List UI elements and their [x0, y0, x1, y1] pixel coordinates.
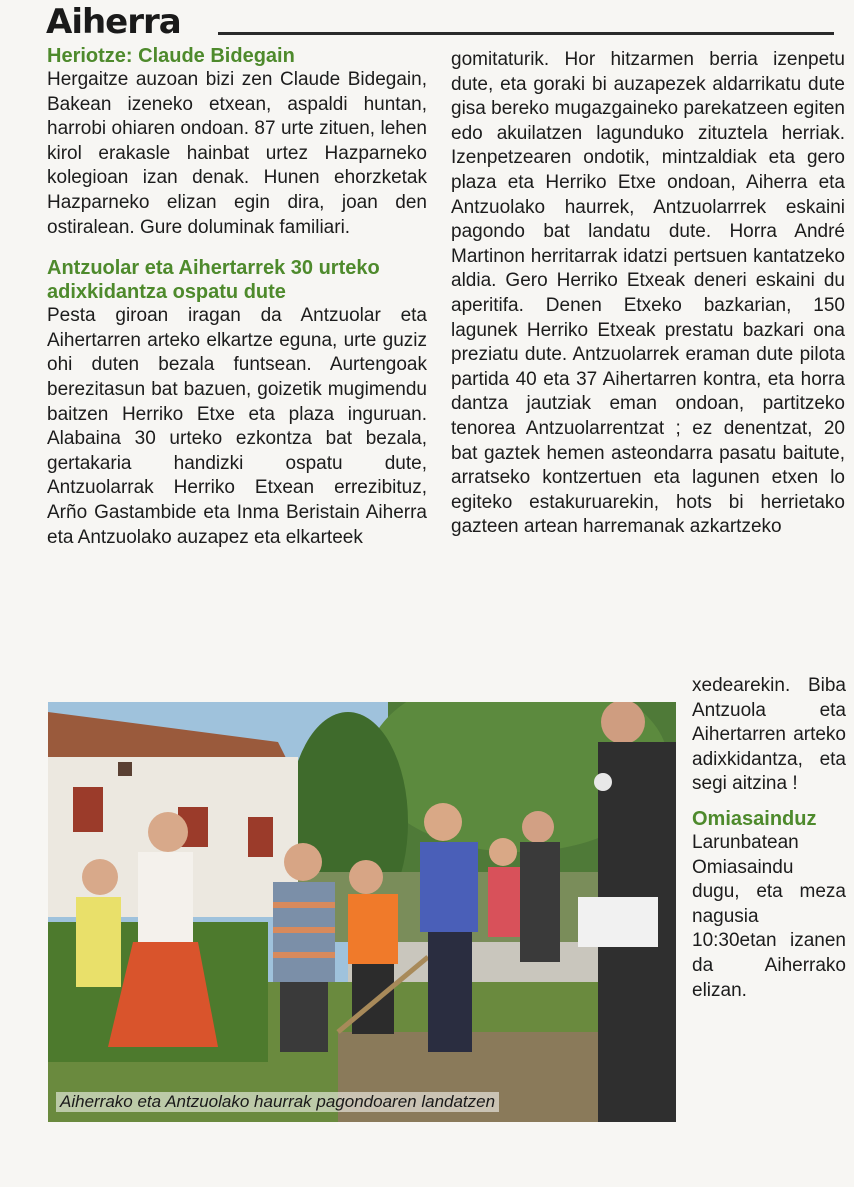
- article-body-friendship-part2: gomitaturik. Hor hitzarmen berria izenpetu dute, eta goraki bi auzapezek aldarrikatu dute gisa bereko mugazgaineko parekatzeen egiten edo akuilatzen lagunduko zituztela herriak. Izenpetzearen ondotik, mintzaldiak eta gero plaza eta Herriko Etxe ondoan, Aiherra eta Antzuolako haurrek, Antzuolarrrek eskaini pagondo bat landatu dute. Horra André Martinon herritarrak idatzi pertsuen kantatzeko aldia. Gero Herriko Etxeak deneri eskaini du aperitifa. Denen Etxeko bazkarian, 150 lagunek Herriko Etxeak prestatu bazkari ona preziatu dute. Antzuolarrek eraman dute pilota partida 40 eta 37 Aihertarren kontra, eta horra dantza jautziak eman ondoan, partitzeko tenorea Antzuolarrentzat ; ez denentzat, 20 bat gaztek hemen asteondarra pasatu baitute, arratseko kontzertuen eta lagunen etxen lo egiteko estakuruarekin, hots bi herrietako gazteen artean harremanak azkartzeko: [451, 49, 845, 538]
- title-rule: [218, 32, 834, 35]
- article-body-obituary: Hergaitze auzoan bizi zen Claude Bidegain, Bakean izeneko etxean, aspaldi huntan, harrobi ohiaren ondoan. 87 urte zituen, lehen kirol erakasle hainbat urtez Hazparneko kolegioan izan denak. Hunen ehorzketak Hazparneko elizan egin dira, joan den ostiralean. Gure doluminak familiari.: [47, 69, 427, 238]
- right-column: [451, 48, 845, 540]
- photo-tree-planting: [48, 702, 676, 1122]
- article-body-friendship-part1: Pesta giroan iragan da Antzuolar eta Aihertarren arteko elkartze eguna, urte guziz ohi duten bezala funtsean. Aurtengoak berezitasun bat bazuen, goizetik mugimendu baitzen Herriko Etxe eta plaza inguruan. Alabaina 30 urteko ezkontza bat bezala, gertakaria handizki ospatu dute, Antzuolarrak Herriko Etxean errezibituz, Arño Gastambide eta Inma Beristain Aiherra eta Antzuolako auzapez eta elkarteek: [47, 305, 427, 548]
- article-photo: [48, 702, 676, 1122]
- article-headline-friendship: Antzuolar eta Aihertarrek 30 urteko adixkidantza ospatu dute: [47, 257, 380, 304]
- left-column: [47, 44, 427, 550]
- article-body-friendship-part3: xedearekin. Biba Antzuola eta Aihertarren arteko adixkidantza, eta segi aitzina !: [692, 675, 846, 795]
- narrow-column: [692, 674, 846, 1003]
- section-title: Aiherra: [46, 2, 181, 42]
- article-headline-all-saints: Omiasainduz: [692, 807, 817, 830]
- article-headline-obituary: Heriotze: Claude Bidegain: [47, 45, 295, 67]
- photo-caption: Aiherrako eta Antzuolako haurrak pagondoaren landatzen: [56, 1092, 499, 1112]
- article-body-all-saints: Larunbatean Omiasaindu dugu, eta meza nagusia 10:30etan izanen da Aiherrako elizan.: [692, 831, 846, 1001]
